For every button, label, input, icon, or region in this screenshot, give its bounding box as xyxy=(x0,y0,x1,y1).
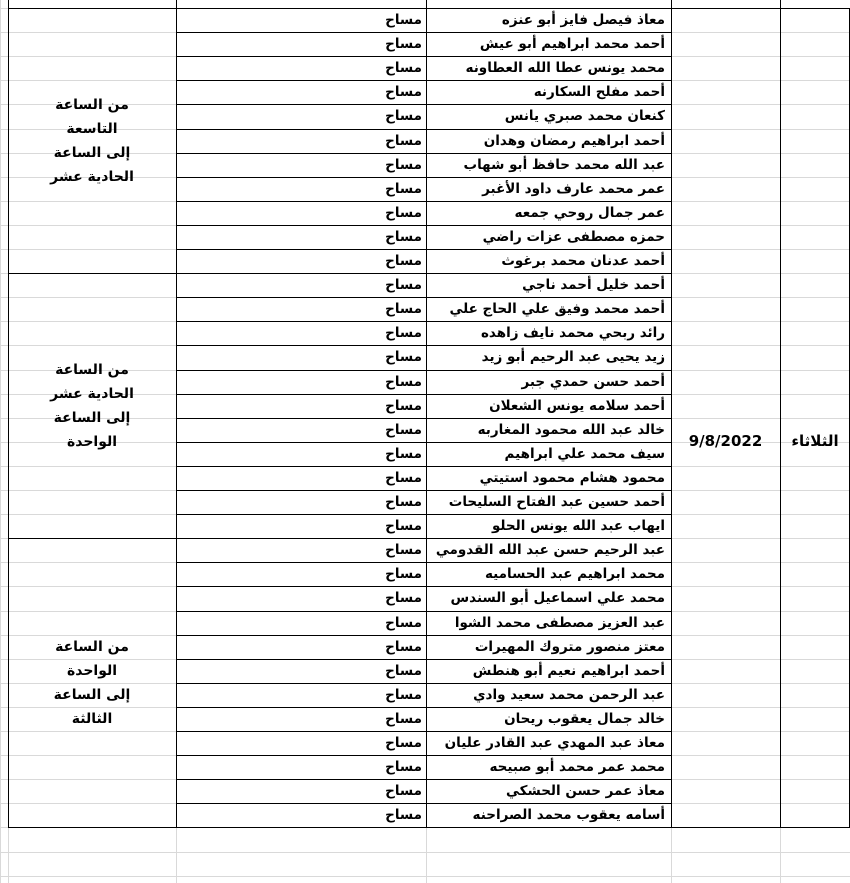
cell-border xyxy=(671,0,672,8)
role-cell[interactable]: مساح xyxy=(385,469,422,486)
role-cell[interactable]: مساح xyxy=(385,132,422,149)
role-cell[interactable]: مساح xyxy=(385,638,422,655)
cell-border xyxy=(176,394,671,395)
cell-border xyxy=(176,755,671,756)
cell-border xyxy=(176,538,671,539)
role-cell[interactable]: مساح xyxy=(385,686,422,703)
name-cell[interactable]: أسامه يعقوب محمد الصراحنه xyxy=(472,807,665,824)
name-cell[interactable]: خالد جمال يعقوب ريحان xyxy=(504,710,665,727)
cell-border xyxy=(176,8,671,9)
role-cell[interactable]: مساح xyxy=(385,301,422,318)
cell-border xyxy=(176,635,671,636)
cell-border xyxy=(671,8,850,9)
role-cell[interactable]: مساح xyxy=(385,710,422,727)
cell-border xyxy=(176,442,671,443)
cell-border xyxy=(176,8,177,828)
name-cell[interactable]: عمر محمد عارف داود الأغبر xyxy=(482,180,665,197)
name-cell[interactable]: كنعان محمد صبري يانس xyxy=(504,108,665,125)
cell-border xyxy=(176,225,671,226)
name-cell[interactable]: ايهاب عبد الله يونس الحلو xyxy=(491,518,665,535)
name-cell[interactable]: محمد علي اسماعيل أبو السندس xyxy=(450,590,665,607)
cell-border xyxy=(176,562,671,563)
cell-border xyxy=(176,273,671,274)
name-cell[interactable]: عبد الرحمن محمد سعيد وادي xyxy=(473,686,665,703)
role-cell[interactable]: مساح xyxy=(385,180,422,197)
name-cell[interactable]: رائد ربحي محمد نايف زاهده xyxy=(480,325,665,342)
role-cell[interactable]: مساح xyxy=(385,204,422,221)
cell-border xyxy=(8,0,9,8)
time-slot-line: إلى الساعة xyxy=(53,409,131,426)
role-cell[interactable]: مساح xyxy=(385,542,422,559)
name-cell[interactable]: أحمد سلامه يونس الشعلان xyxy=(489,397,665,414)
name-cell[interactable]: أحمد عدنان محمد برغوث xyxy=(501,253,665,270)
cell-border xyxy=(176,129,671,130)
cell-border xyxy=(8,538,176,539)
time-slot-line: من الساعة xyxy=(55,96,129,113)
cell-border xyxy=(426,8,427,828)
cell-border xyxy=(176,56,671,57)
cell-border xyxy=(780,0,781,8)
cell-border xyxy=(176,201,671,202)
name-cell[interactable]: أحمد مفلح السكارنه xyxy=(533,84,665,101)
name-cell[interactable]: حمزه مصطفى عزات راضي xyxy=(482,228,665,245)
cell-border xyxy=(426,0,427,8)
cell-border xyxy=(176,659,671,660)
name-cell[interactable]: أحمد ابراهيم نعيم أبو هنطش xyxy=(472,662,665,679)
cell-border xyxy=(176,249,671,250)
day-cell[interactable] xyxy=(780,8,850,874)
role-cell[interactable]: مساح xyxy=(385,662,422,679)
cell-border xyxy=(176,707,671,708)
time-slot-cell[interactable] xyxy=(8,8,176,273)
cell-border xyxy=(176,611,671,612)
role-cell[interactable]: مساح xyxy=(385,783,422,800)
date-value: 9/8/2022 xyxy=(688,432,763,450)
cell-border xyxy=(8,8,9,828)
name-cell[interactable]: معاذ عبد المهدي عبد القادر عليان xyxy=(444,735,665,752)
role-cell[interactable]: مساح xyxy=(385,84,422,101)
name-cell[interactable]: أحمد ابراهيم رمضان وهدان xyxy=(483,132,665,149)
cell-border xyxy=(8,273,176,274)
gridline xyxy=(0,876,850,877)
cell-border xyxy=(671,827,850,828)
name-cell[interactable]: عبد الرحيم حسن عبد الله القدومي xyxy=(435,542,665,559)
role-cell[interactable]: مساح xyxy=(385,253,422,270)
role-cell[interactable]: مساح xyxy=(385,759,422,776)
role-cell[interactable]: مساح xyxy=(385,566,422,583)
name-cell[interactable]: أحمد محمد ابراهيم أبو عيش xyxy=(479,36,665,53)
name-cell[interactable]: أحمد حسن حمدي جبر xyxy=(521,373,665,390)
time-slot-line: الواحدة xyxy=(66,433,118,450)
role-cell[interactable]: مساح xyxy=(385,421,422,438)
cell-border xyxy=(176,0,177,8)
role-cell[interactable]: مساح xyxy=(385,590,422,607)
name-cell[interactable]: أحمد محمد وفيق علي الحاج علي xyxy=(449,301,665,318)
day-value: الثلاثاء xyxy=(791,432,839,450)
time-slot-line: الحادية عشر xyxy=(50,168,134,185)
cell-border xyxy=(176,514,671,515)
name-cell[interactable]: محمد ابراهيم عبد الحساميه xyxy=(484,566,665,583)
name-cell[interactable]: معاذ عمر حسن الحشكي xyxy=(505,783,665,800)
role-cell[interactable]: مساح xyxy=(385,735,422,752)
cell-border xyxy=(176,803,671,804)
time-slot-line: إلى الساعة xyxy=(53,144,131,161)
cell-border xyxy=(176,683,671,684)
cell-border xyxy=(671,8,672,828)
name-cell[interactable]: خالد عبد الله محمود المغاربه xyxy=(477,421,665,438)
name-cell[interactable]: زيد يحيى عبد الرحيم أبو زيد xyxy=(481,349,665,366)
role-cell[interactable]: مساح xyxy=(385,373,422,390)
cell-border xyxy=(176,586,671,587)
cell-border xyxy=(176,779,671,780)
role-cell[interactable]: مساح xyxy=(385,108,422,125)
cell-border xyxy=(176,104,671,105)
role-cell[interactable]: مساح xyxy=(385,494,422,511)
cell-border xyxy=(176,297,671,298)
cell-border xyxy=(176,32,671,33)
cell-border xyxy=(176,827,671,828)
role-cell[interactable]: مساح xyxy=(385,156,422,173)
role-cell[interactable]: مساح xyxy=(385,36,422,53)
name-cell[interactable]: عبد العزيز مصطفى محمد الشوا xyxy=(454,614,665,631)
role-cell[interactable]: مساح xyxy=(385,277,422,294)
name-cell[interactable]: معاذ فيصل فايز أبو عنزه xyxy=(501,12,665,29)
time-slot-line: من الساعة xyxy=(55,638,129,655)
role-cell[interactable]: مساح xyxy=(385,325,422,342)
name-cell[interactable]: أحمد خليل أحمد ناجي xyxy=(522,277,665,294)
name-cell[interactable]: معتز منصور متروك المهيرات xyxy=(474,638,665,655)
date-cell[interactable] xyxy=(671,8,780,874)
name-cell[interactable]: محمد عمر محمد أبو صبيحه xyxy=(489,759,665,776)
name-cell[interactable]: عمر جمال روحي جمعه xyxy=(514,204,665,221)
role-cell[interactable]: مساح xyxy=(385,445,422,462)
name-cell[interactable]: سيف محمد علي ابراهيم xyxy=(504,445,665,462)
cell-border xyxy=(780,8,781,828)
name-cell[interactable]: محمد يونس عطا الله العطاونه xyxy=(465,60,665,77)
role-cell[interactable]: مساح xyxy=(385,12,422,29)
cell-border xyxy=(176,177,671,178)
cell-border xyxy=(176,345,671,346)
time-slot-cell[interactable] xyxy=(8,273,176,538)
role-cell[interactable]: مساح xyxy=(385,614,422,631)
cell-border xyxy=(176,153,671,154)
role-cell[interactable]: مساح xyxy=(385,518,422,535)
cell-border xyxy=(176,466,671,467)
cell-border xyxy=(176,321,671,322)
time-slot-cell[interactable] xyxy=(8,538,176,827)
cell-border xyxy=(8,8,176,9)
name-cell[interactable]: محمود هشام محمود استيتي xyxy=(479,469,665,486)
time-slot-line: التاسعة xyxy=(66,120,118,137)
time-slot-line: إلى الساعة xyxy=(53,686,131,703)
cell-border xyxy=(176,80,671,81)
time-slot-line: من الساعة xyxy=(55,361,129,378)
time-slot-line: الثالثة xyxy=(71,710,113,727)
cell-border xyxy=(176,731,671,732)
role-cell[interactable]: مساح xyxy=(385,807,422,824)
time-slot-line: الحادية عشر xyxy=(50,385,134,402)
cell-border xyxy=(176,490,671,491)
cell-border xyxy=(176,370,671,371)
role-cell[interactable]: مساح xyxy=(385,349,422,366)
role-cell[interactable]: مساح xyxy=(385,397,422,414)
role-cell[interactable]: مساح xyxy=(385,228,422,245)
name-cell[interactable]: أحمد حسين عبد الفتاح السليحات xyxy=(448,494,665,511)
cell-border xyxy=(176,418,671,419)
time-slot-line: الواحدة xyxy=(66,662,118,679)
name-cell[interactable]: عبد الله محمد حافظ أبو شهاب xyxy=(463,156,665,173)
cell-border xyxy=(8,827,176,828)
role-cell[interactable]: مساح xyxy=(385,60,422,77)
gridline xyxy=(0,0,1,883)
